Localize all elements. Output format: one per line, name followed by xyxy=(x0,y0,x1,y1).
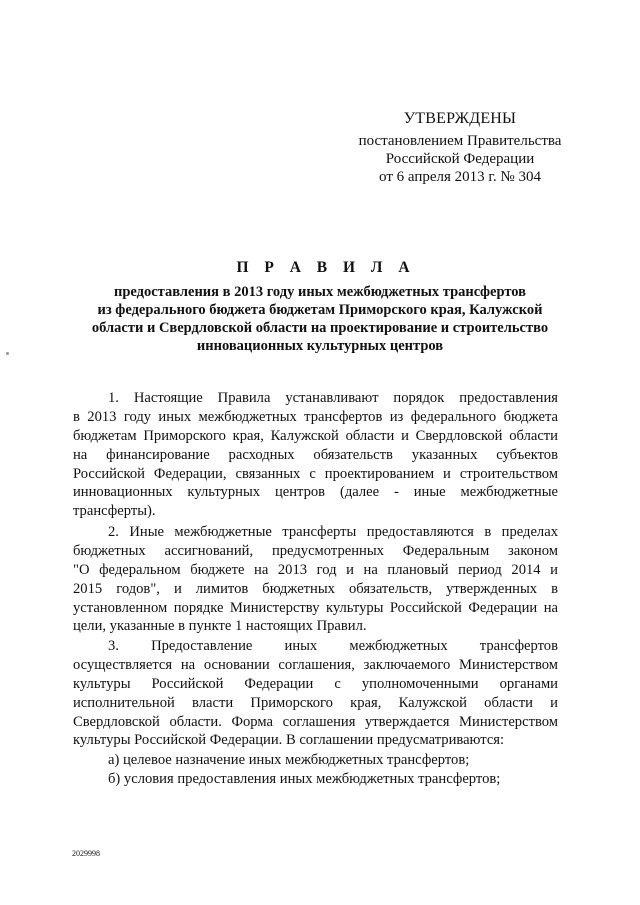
paragraph-3 xyxy=(73,637,558,750)
paragraph-line: трансферты). xyxy=(73,503,156,520)
paragraph-line: культуры Российской Федерации с уполномоченными органами xyxy=(73,675,558,692)
approval-block xyxy=(330,109,590,186)
paragraph-line: установленном порядке Министерству культуры Российской Федерации на xyxy=(73,599,558,616)
paragraph-line: бюджетных ассигнований, предусмотренных Федеральным законом xyxy=(73,542,558,559)
paragraph-line: "О федеральном бюджете на 2013 год и на плановый период 2014 и xyxy=(73,561,558,578)
paragraph-2 xyxy=(73,523,558,636)
paragraph-line: осуществляется на основании соглашения, заключаемого Министерством xyxy=(73,656,558,673)
subtitle-line: из федерального бюджета бюджетам Приморского края, Калужской xyxy=(97,302,543,318)
paragraph-line: бюджетам Приморского края, Калужской области и Свердловской области xyxy=(73,427,558,444)
paragraph-line: 3. Предоставление иных межбюджетных трансфертов xyxy=(108,638,558,654)
paragraph-line: 2. Иные межбюджетные трансферты предоставляются в пределах xyxy=(108,524,558,540)
document-title: П Р А В И Л А xyxy=(236,259,416,276)
scan-mark xyxy=(6,352,9,355)
conditions-list xyxy=(73,751,558,789)
paragraph-line: Свердловской области. Форма соглашения утверждается Министерством xyxy=(73,713,558,730)
paragraph-line: 2015 годов", и лимитов бюджетных обязательств, утвержденных в xyxy=(73,580,558,597)
subtitle-line: области и Свердловской области на проектирование и строительство xyxy=(91,320,549,336)
paragraph-line: инновационных культурных центров (далее - иные межбюджетные xyxy=(73,484,558,501)
paragraph-line: Российской Федерации, связанных с проектированием и строительством xyxy=(73,465,558,482)
paragraph-line: 1. Настоящие Правила устанавливают порядок предоставления xyxy=(108,390,558,406)
approval-line: постановлением Правительства xyxy=(358,133,562,149)
paragraph-line: исполнительной власти Приморского края, Калужской области и xyxy=(73,694,558,711)
paragraph-line: в 2013 году иных межбюджетных трансфертов из федерального бюджета xyxy=(73,408,558,425)
list-item: б) условия предоставления иных межбюджетных трансфертов; xyxy=(108,770,501,787)
document-subtitle xyxy=(60,283,580,355)
subtitle-line: инновационных культурных центров xyxy=(196,338,444,354)
paragraph-line: на финансирование расходных обязательств указанных субъектов xyxy=(73,446,558,463)
list-item: а) целевое назначение иных межбюджетных трансфертов; xyxy=(108,752,470,768)
document-code: 2029998 xyxy=(72,849,100,858)
paragraph-1 xyxy=(73,389,558,521)
paragraph-line: культуры Российской Федерации. В соглашении предусматриваются: xyxy=(73,732,505,749)
approval-line: от 6 апреля 2013 г. № 304 xyxy=(379,169,541,185)
paragraph-line: цели, указанные в пункте 1 настоящих Правил. xyxy=(73,618,367,635)
subtitle-line: предоставления в 2013 году иных межбюджетных трансфертов xyxy=(114,284,526,300)
approval-line: Российской Федерации xyxy=(385,151,535,167)
approval-title: УТВЕРЖДЕНЫ xyxy=(403,110,517,127)
